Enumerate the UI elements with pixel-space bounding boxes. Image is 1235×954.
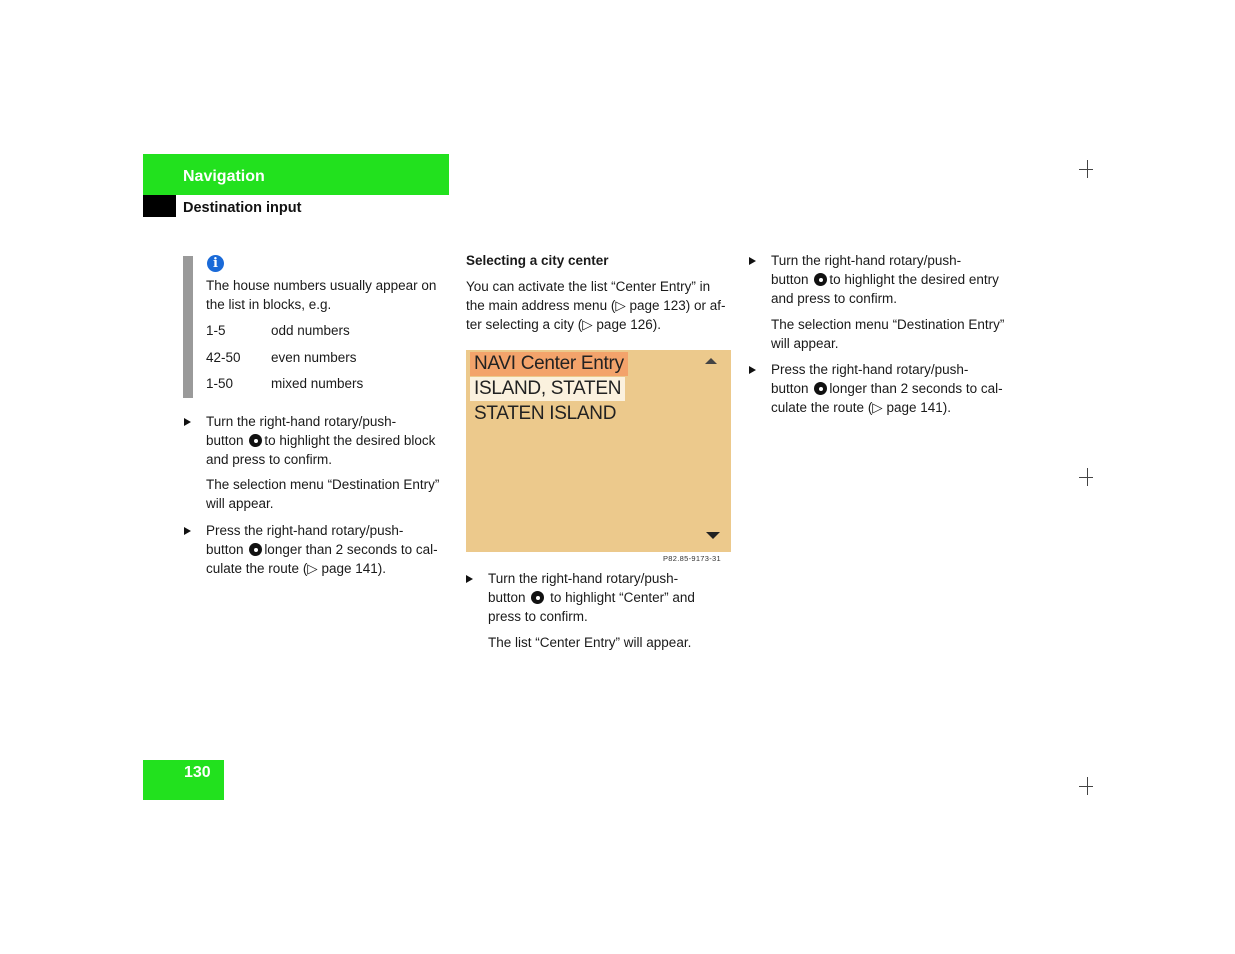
info-icon: i xyxy=(207,255,224,272)
figure-id: P82.85-9173-31 xyxy=(663,554,721,563)
crop-mark-icon xyxy=(1079,777,1093,795)
instruction-result: The selection menu “Destination Entry” will appear. xyxy=(206,477,440,511)
scroll-down-icon xyxy=(706,532,720,539)
crop-mark-icon xyxy=(1079,468,1093,486)
screen-menu-title: NAVI Center Entry xyxy=(470,352,628,376)
info-table-row: 1-5 odd numbers xyxy=(206,323,350,338)
navi-display-screenshot xyxy=(466,350,731,552)
rotary-knob-icon xyxy=(531,591,544,604)
bullet-arrow-icon xyxy=(749,366,756,374)
rotary-knob-icon xyxy=(249,434,262,447)
instruction-step: Press the right-hand rotary/push- button longer than 2 seconds to cal- culate the route (▷ page 141). xyxy=(771,360,1016,417)
rotary-knob-icon xyxy=(249,543,262,556)
screen-list-item-highlighted: ISLAND, STATEN xyxy=(470,377,625,401)
bullet-arrow-icon xyxy=(466,575,473,583)
bullet-arrow-icon xyxy=(184,418,191,426)
scroll-up-icon xyxy=(705,358,717,364)
instruction-result: The selection menu “Destination Entry” will appear. xyxy=(771,317,1005,351)
rotary-knob-icon xyxy=(814,273,827,286)
info-text: The house numbers usually appear on the list in blocks, e.g. xyxy=(206,278,437,312)
instruction-step: Press the right-hand rotary/push- button longer than 2 seconds to cal- culate the route (▷ page 141). xyxy=(206,521,451,578)
bullet-arrow-icon xyxy=(184,527,191,535)
section-title: Navigation xyxy=(183,168,265,185)
info-table-row: 1-50 mixed numbers xyxy=(206,376,364,391)
instruction-step: Turn the right-hand rotary/push- button to highlight the desired block and press to confirm. xyxy=(206,412,451,469)
subsection-title: Destination input xyxy=(183,200,302,216)
info-box-bar xyxy=(183,256,193,398)
screen-list-item: STATEN ISLAND xyxy=(474,403,617,424)
instruction-step: Turn the right-hand rotary/push- button to highlight “Center” and press to confirm. xyxy=(488,569,733,626)
section-heading: Selecting a city center xyxy=(466,253,609,268)
instruction-step: Turn the right-hand rotary/push- button to highlight the desired entry and press to confirm. xyxy=(771,251,1016,308)
instruction-result: The list “Center Entry” will appear. xyxy=(488,635,692,650)
info-table-row: 42-50 even numbers xyxy=(206,350,357,365)
rotary-knob-icon xyxy=(814,382,827,395)
crop-mark-icon xyxy=(1079,160,1093,178)
intro-paragraph: You can activate the list “Center Entry” in the main address menu (▷ page 123) or af- ter selecting a city (▷ page 126). xyxy=(466,279,726,332)
page-number: 130 xyxy=(184,764,211,781)
bullet-arrow-icon xyxy=(749,257,756,265)
subsection-tab xyxy=(143,195,176,217)
